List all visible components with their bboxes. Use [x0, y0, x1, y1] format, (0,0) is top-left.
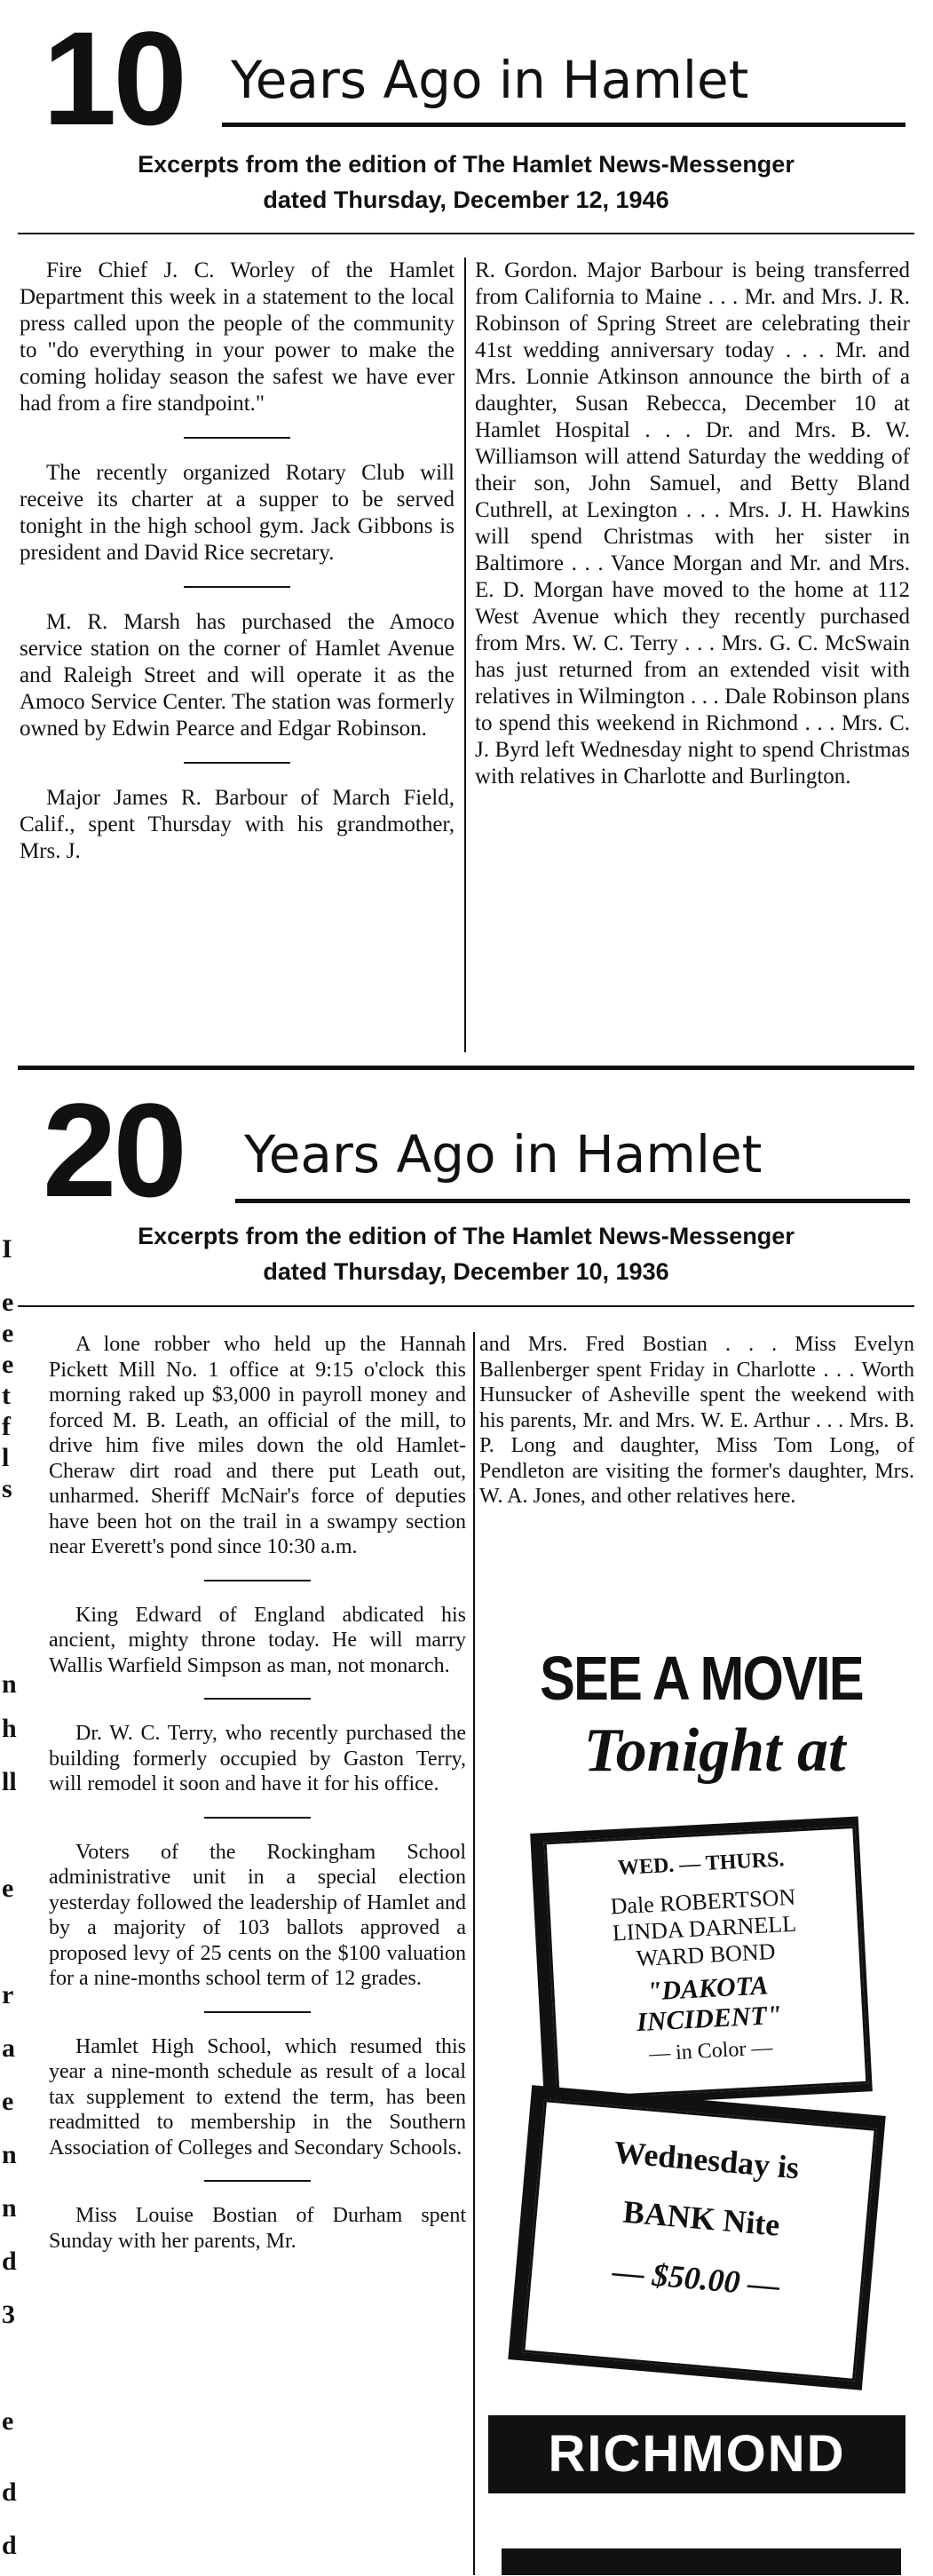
- section2-left-column: [49, 1332, 466, 2273]
- film-color-note: — in Color —: [648, 2036, 773, 2066]
- strip-letter: n: [2, 2140, 17, 2169]
- article-paragraph: R. Gordon. Major Barbour is being transferred from California to Maine . . . Mr. and Mrs. J. R. Robinson of Spring Street are celebrating their 41st wedding anniversary today . . . Mr. and Mrs. Lonnie Atkinson announce the birth of a daughter, Susan Rebecca, December 10 at Hamlet Hospital . . . Dr. and Mrs. B. W. Williamson will attend Saturday the wedding of their son, John Samuel, and Betty Bland Cuthrell, at Lexington . . . Mrs. J. H. Hawkins will spend Christmas with her sister in Baltimore . . . Vance Morgan and Mr. and Mrs. E. D. Morgan have moved to the home at 112 West Avenue which they recently purchased from Mrs. W. C. Terry . . . Mrs. G. C. McSwain has just returned from an extended visit with relatives in Wilmington . . . Dale Robinson plans to spend this weekend in Richmond . . . Mrs. C. J. Byrd left Wednesday night to spend Christmas with relatives in Charlotte and Burlington.: [475, 258, 910, 789]
- bank-line2: BANK Nite: [621, 2193, 782, 2243]
- strip-letter: f: [2, 1412, 11, 1441]
- strip-letter: ll: [2, 1767, 17, 1796]
- left-margin-strip: [0, 0, 17, 2576]
- section1-subtitle-line2: dated Thursday, December 12, 1946: [263, 186, 669, 213]
- bank-card: [522, 2099, 876, 2382]
- cast-name: Dale ROBERTSON: [609, 1883, 796, 1920]
- strip-letter: e: [2, 1288, 14, 1317]
- strip-letter: t: [2, 1381, 11, 1410]
- ad-tagline: Tonight at: [583, 1716, 846, 1785]
- bank-amount: — $50.00 —: [611, 2253, 782, 2303]
- section1-number: 10: [43, 4, 184, 153]
- film-card: [544, 1826, 869, 2100]
- section1-column-divider: [464, 258, 466, 1052]
- section1-subtitle-line1: Excerpts from the edition of The Hamlet News-Messenger: [138, 151, 795, 178]
- section1-left-column: [20, 258, 455, 884]
- strip-letter: 3: [2, 2300, 15, 2329]
- strip-letter: n: [2, 2193, 17, 2223]
- movie-advertisement: [484, 1634, 919, 2575]
- section2-divider: [18, 1305, 914, 1307]
- film-title: "DAKOTA INCIDENT": [636, 1970, 783, 2038]
- article-paragraph: King Edward of England abdicated his ancient, mighty throne today. He will marry Wallis Warfield Simpson as man, not monarch.: [49, 1603, 466, 1677]
- section1-divider: [18, 233, 914, 234]
- strip-letter: d: [2, 2247, 17, 2276]
- strip-letter: e: [2, 1319, 14, 1348]
- section-divider: [18, 1066, 914, 1070]
- strip-letter: e: [2, 2087, 14, 2116]
- article-paragraph: Major James R. Barbour of March Field, Calif., spent Thursday with his grandmother, Mrs. J.: [20, 786, 455, 863]
- section1-title-rule: [222, 123, 905, 127]
- section2-subtitle-line2: dated Thursday, December 10, 1936: [263, 1258, 669, 1285]
- film-cast: [550, 1881, 859, 1977]
- cast-name: WARD BOND: [636, 1938, 777, 1972]
- article-paragraph: A lone robber who held up the Hannah Pickett Mill No. 1 office at 9:15 o'clock this morning raked up $3,000 in payroll money and forced M. B. Leath, an official of the mill, to drive him five miles down the old Hamlet-Cheraw dirt road and there put Leath out, unharmed. Sheriff McNair's force of deputies have been hot on the trail in a swampy section near Everett's pond since 10:30 a.m.: [49, 1333, 466, 1558]
- section2-column-divider: [473, 1332, 475, 2575]
- section1-title: Years Ago in Hamlet: [231, 50, 749, 110]
- article-separator: [204, 2011, 311, 2013]
- film-days: WED. — THURS.: [617, 1848, 786, 1881]
- article-separator: [204, 1580, 311, 1581]
- article-separator: [204, 1698, 311, 1700]
- ad-bottom-bar: [502, 2548, 901, 2575]
- article-paragraph: M. R. Marsh has purchased the Amoco service station on the corner of Hamlet Avenue and Raleigh Street and will operate it as the Amoco Service Center. The station was formerly owned by Edwin Pearce and Edgar Robinson.: [20, 610, 455, 741]
- article-separator: [184, 586, 290, 588]
- strip-letter: d: [2, 2477, 17, 2507]
- article-paragraph: Fire Chief J. C. Worley of the Hamlet Department this week in a statement to the local press called upon the people of the community to "do everything in your power to make the coming holiday season the safest we have ever had from a fire standpoint.": [20, 258, 455, 416]
- strip-letter: h: [2, 1714, 17, 1743]
- section2-title-rule: [235, 1199, 910, 1203]
- article-paragraph: Voters of the Rockingham School administrative unit in a special election yesterday followed the leadership of Hamlet and by a majority of 103 ballots approved a proposed levy of 25 cents on the $100 valuation for a nine-months school term of 12 grades.: [49, 1840, 466, 1990]
- article-paragraph: Hamlet High School, which resumed this year a nine-month schedule as result of a local tax supplement to extend the term, has been readmitted to membership in the Southern Association of Colleges and Secondary Schools.: [49, 2034, 466, 2160]
- section1-right-column: [475, 258, 910, 810]
- section2-number: 20: [43, 1075, 184, 1225]
- strip-letter: e: [2, 1874, 14, 1903]
- article-separator: [204, 1817, 311, 1819]
- section2-subtitle-line1: Excerpts from the edition of The Hamlet News-Messenger: [138, 1223, 795, 1249]
- strip-letter: s: [2, 1474, 12, 1503]
- theater-name: RICHMOND: [488, 2415, 905, 2493]
- article-paragraph: and Mrs. Fred Bostian . . . Miss Evelyn Ballenberger spent Friday in Charlotte . . . Worth Hunsucker of Asheville spent the weekend with his parents, Mr. and Mrs. W. E. Arthur . . . Mrs. B. P. Long and daughter, Miss Tom Long, of Pendleton are visiting the former's daughter, Mrs. W. A. Jones, and other relatives here.: [479, 1333, 914, 1508]
- strip-letter: d: [2, 2531, 17, 2560]
- cast-name: LINDA DARNELL: [612, 1910, 797, 1946]
- article-paragraph: Miss Louise Bostian of Durham spent Sunday with her parents, Mr.: [49, 2204, 466, 2253]
- article-separator: [184, 762, 290, 764]
- strip-letter: l: [2, 1443, 10, 1472]
- bank-line1: Wednesday is: [613, 2134, 801, 2186]
- article-paragraph: The recently organized Rotary Club will receive its charter at a supper to be served tonight in the high school gym. Jack Gibbons is president and David Rice secretary.: [20, 461, 455, 565]
- section2-right-column: [479, 1332, 914, 1529]
- strip-letter: a: [2, 2033, 15, 2063]
- strip-letter: e: [2, 2406, 14, 2436]
- article-separator: [204, 2180, 311, 2182]
- article-paragraph: Dr. W. C. Terry, who recently purchased the building formerly occupied by Gaston Terry, will remodel it soon and have it for his office.: [49, 1722, 466, 1795]
- strip-letter: n: [2, 1669, 17, 1699]
- section2-title: Years Ago in Hamlet: [244, 1124, 763, 1185]
- ad-headline: SEE A MOVIE: [540, 1644, 863, 1713]
- article-separator: [184, 437, 290, 439]
- strip-letter: I: [2, 1234, 12, 1264]
- strip-letter: r: [2, 1980, 14, 2009]
- strip-letter: e: [2, 1350, 14, 1379]
